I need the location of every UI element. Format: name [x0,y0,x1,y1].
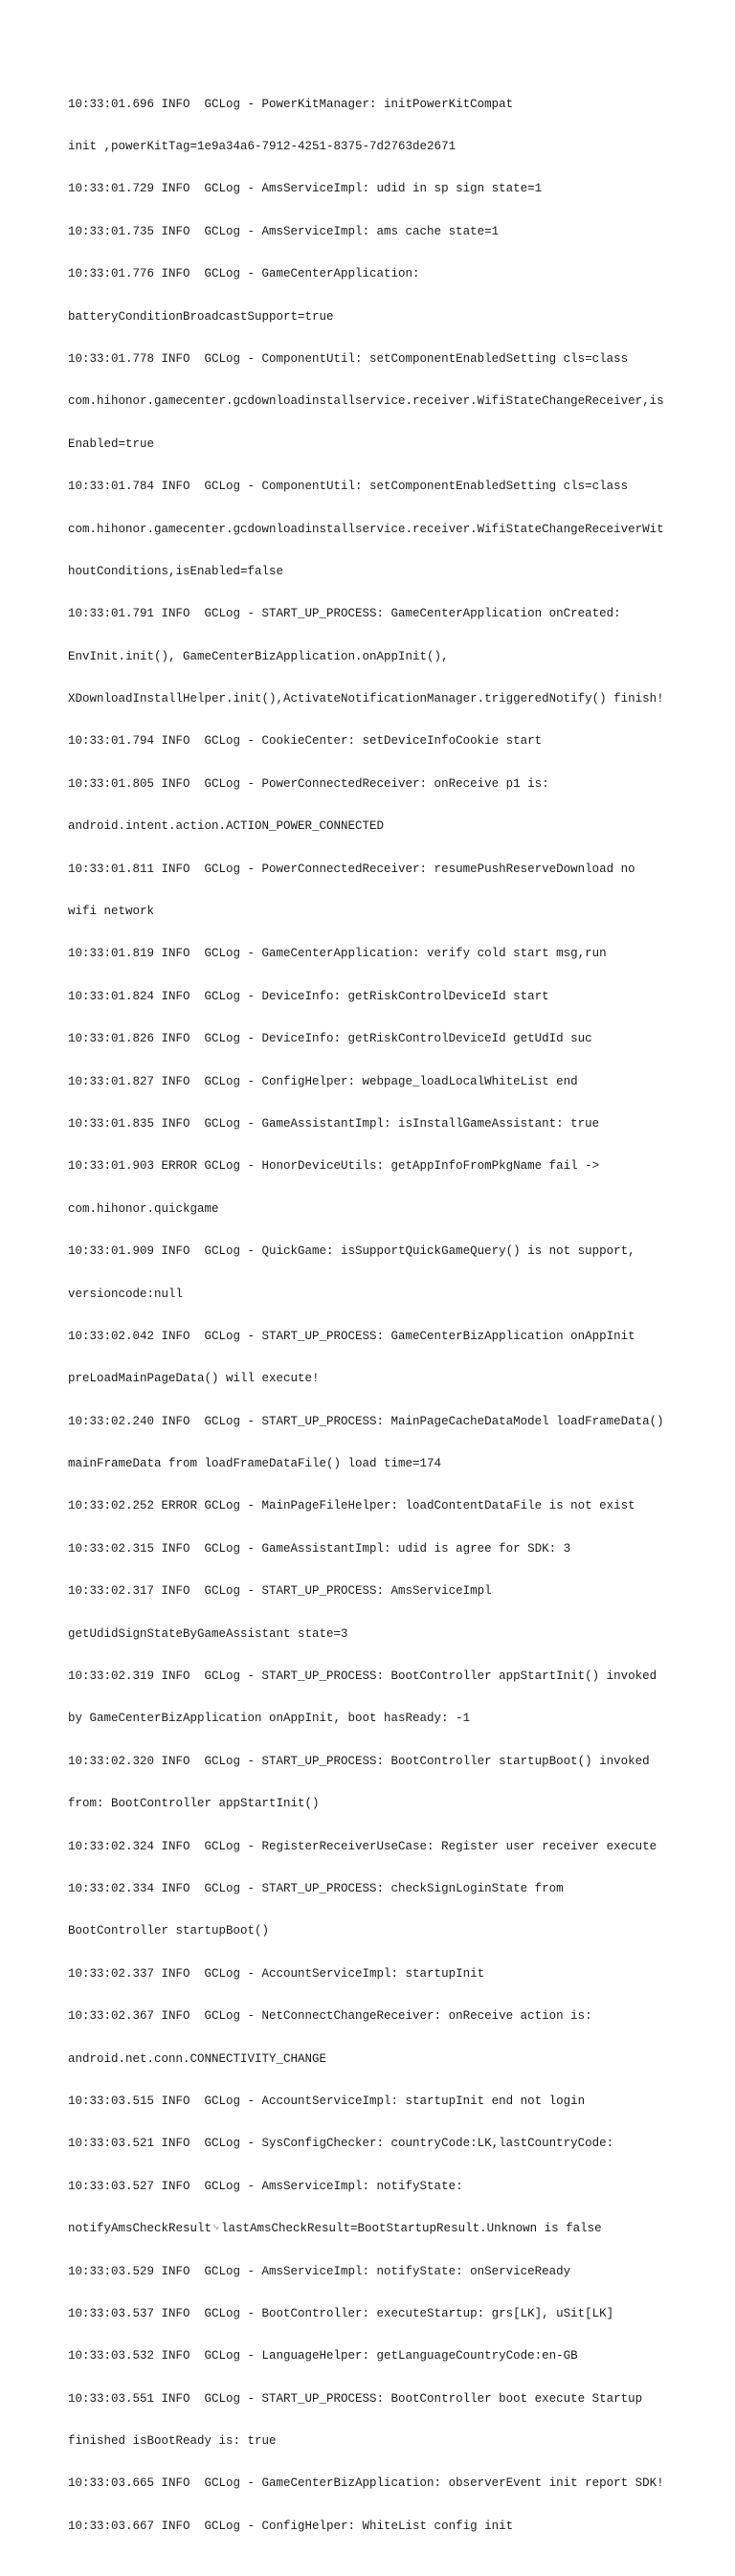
log-line: 10:33:03.515 INFO GCLog - AccountServiceImpl: startupInit end not login [68,2094,586,2108]
log-line: 10:33:01.826 INFO GCLog - DeviceInfo: getRiskControlDeviceId getUdId suc [68,1032,592,1046]
log-line: android.net.conn.CONNECTIVITY_CHANGE [68,2051,327,2066]
log-line: com.hihonor.gamecenter.gcdownloadinstallservice.receiver.WifiStateChangeReceiver,is [68,394,664,409]
log-line: 10:33:02.042 INFO GCLog - START_UP_PROCESS: GameCenterBizApplication onAppInit [68,1329,635,1343]
log-line: 10:33:02.367 INFO GCLog - NetConnectChangeReceiver: onReceive action is: [68,2009,592,2024]
log-line: 10:33:01.794 INFO GCLog - CookieCenter: setDeviceInfoCookie start [68,734,543,749]
log-line: 10:33:03.527 INFO GCLog - AmsServiceImpl: notifyState: [68,2179,463,2193]
log-line: 10:33:01.909 INFO GCLog - QuickGame: isSupportQuickGameQuery() is not support, [68,1244,635,1259]
log-line: 10:33:02.319 INFO GCLog - START_UP_PROCESS: BootController appStartInit() invoked [68,1669,657,1684]
log-line: 10:33:01.776 INFO GCLog - GameCenterApplication: [68,267,420,281]
log-line: 10:33:02.337 INFO GCLog - AccountServiceImpl: startupInit [68,1966,485,1981]
log-line: BootController startupBoot() [68,1924,270,1938]
log-line: getUdidSignStateByGameAssistant state=3 [68,1626,348,1641]
log-line: finished isBootReady is: true [68,2434,277,2449]
log-line: wifi network [68,905,155,919]
log-line: 10:33:01.811 INFO GCLog - PowerConnectedReceiver: resumePushReserveDownload no [68,862,635,876]
log-line: 10:33:03.532 INFO GCLog - LanguageHelper: getLanguageCountryCode:en-GB [68,2349,578,2363]
log-line: init ,powerKitTag=1e9a34a6-7912-4251-8375-7d2763de2671 [68,139,457,153]
log-line: 10:33:01.778 INFO GCLog - ComponentUtil: setComponentEnabledSetting cls=class [68,351,629,366]
log-line: 10:33:01.729 INFO GCLog - AmsServiceImpl: udid in sp sign state=1 [68,182,543,196]
log-line: versioncode:null [68,1287,184,1301]
log-line: preLoadMainPageData() will execute! [68,1372,320,1386]
log-line: 10:33:01.827 INFO GCLog - ConfigHelper: webpage_loadLocalWhiteList end [68,1074,578,1088]
log-line: 10:33:01.696 INFO GCLog - PowerKitManager: initPowerKitCompat [68,97,514,111]
log-line: 10:33:01.824 INFO GCLog - DeviceInfo: getRiskControlDeviceId start [68,989,549,1003]
log-line: houtConditions,isEnabled=false [68,564,284,578]
log-line: 10:33:03.665 INFO GCLog - GameCenterBizApplication: observerEvent init report SDK! [68,2476,664,2491]
log-line: from: BootController appStartInit() [68,1797,320,1811]
log-line: batteryConditionBroadcastSupport=true [68,309,334,324]
log-line: by GameCenterBizApplication onAppInit, boot hasReady: -1 [68,1712,471,1726]
log-line: 10:33:03.537 INFO GCLog - BootController: executeStartup: grs[LK], uSit[LK] [68,2306,614,2320]
log-line: mainFrameData from loadFrameDataFile() load time=174 [68,1457,442,1471]
log-line: XDownloadInstallHelper.init(),ActivateNotificationManager.triggeredNotify() finish! [68,692,664,706]
log-line: 10:33:03.529 INFO GCLog - AmsServiceImpl: notifyState: onServiceReady [68,2264,571,2278]
log-line: Enabled=true [68,437,155,451]
log-line: 10:33:03.667 INFO GCLog - ConfigHelper: WhiteList config init [68,2519,514,2533]
log-line: 10:33:03.521 INFO GCLog - SysConfigChecker: countryCode:LK,lastCountryCode: [68,2137,614,2151]
log-line: 10:33:03.551 INFO GCLog - START_UP_PROCESS: BootController boot execute Startup [68,2391,643,2406]
log-line: 10:33:01.819 INFO GCLog - GameCenterApplication: verify cold start msg,run [68,947,607,961]
log-line: 10:33:01.784 INFO GCLog - ComponentUtil: setComponentEnabledSetting cls=class [68,480,629,494]
log-line: EnvInit.init(), GameCenterBizApplication.onAppInit(), [68,649,449,663]
log-line: 10:33:02.320 INFO GCLog - START_UP_PROCESS: BootController startupBoot() invoked [68,1754,650,1768]
log-line: 10:33:02.324 INFO GCLog - RegisterReceiverUseCase: Register user receiver execute [68,1839,657,1853]
log-line: 10:33:02.315 INFO GCLog - GameAssistantImpl: udid is agree for SDK: 3 [68,1541,571,1556]
log-line: 10:33:02.252 ERROR GCLog - MainPageFileHelper: loadContentDataFile is not exist [68,1499,635,1513]
log-line: 10:33:01.735 INFO GCLog - AmsServiceImpl: ams cache state=1 [68,224,500,238]
log-line: 10:33:02.334 INFO GCLog - START_UP_PROCESS: checkSignLoginState from [68,1882,564,1895]
log-line: notifyAmsCheckResult␊lastAmsCheckResult=BootStartupResult.Unknown is false [68,2222,602,2236]
log-line: com.hihonor.quickgame [68,1201,219,1216]
log-line: 10:33:01.791 INFO GCLog - START_UP_PROCESS: GameCenterApplication onCreated: [68,607,621,621]
log-line: 10:33:02.317 INFO GCLog - START_UP_PROCESS: AmsServiceImpl [68,1584,492,1599]
log-line: android.intent.action.ACTION_POWER_CONNECTED [68,819,385,834]
log-line: 10:33:02.240 INFO GCLog - START_UP_PROCESS: MainPageCacheDataModel loadFrameData() [68,1414,664,1428]
log-line: com.hihonor.gamecenter.gcdownloadinstallservice.receiver.WifiStateChangeReceiverWit [68,522,664,536]
log-line: 10:33:01.835 INFO GCLog - GameAssistantImpl: isInstallGameAssistant: true [68,1116,600,1131]
log-line: 10:33:01.903 ERROR GCLog - HonorDeviceUtils: getAppInfoFromPkgName fail -> [68,1159,600,1174]
log-line: 10:33:01.805 INFO GCLog - PowerConnectedReceiver: onReceive p1 is: [68,776,549,791]
log-text-view [68,69,680,2576]
